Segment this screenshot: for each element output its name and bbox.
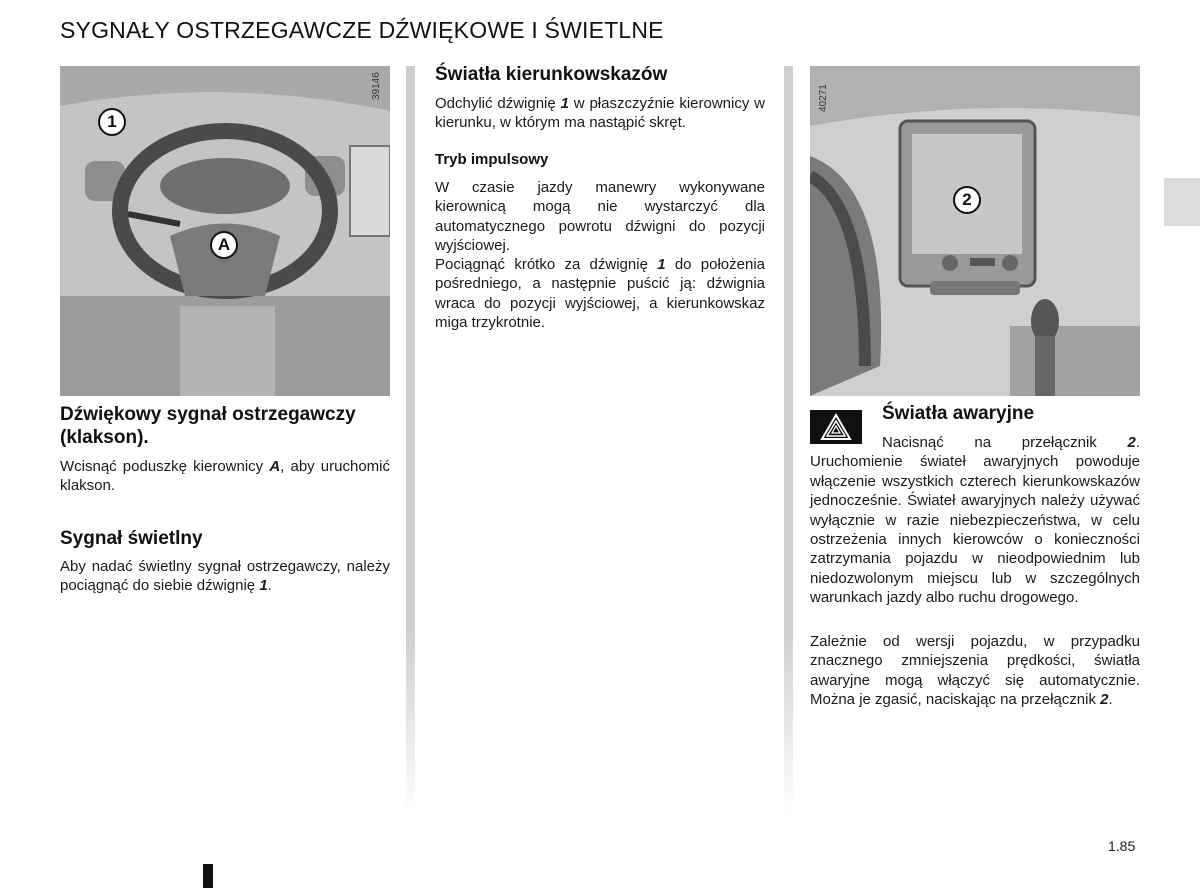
chapter-tab [1164, 178, 1200, 226]
hazard-heading: Światła awaryjne [882, 403, 1035, 424]
hazard-switch-illustration [810, 66, 1140, 396]
auto-hazard-text: Zależnie od wersji pojazdu, w przypadku znacznego zmniejszenia prędkości, światła awaryjne mogą włączyć się automatycznie. Można je zgasić, naciskając na przełącznik 2. [810, 633, 1140, 709]
ref-2: 2 [1100, 691, 1109, 709]
page-number: 1.85 [1108, 838, 1136, 854]
ref-2: 2 [1127, 434, 1136, 451]
indicators-text: Odchylić dźwignię 1 w płaszczyźnie kierownicy w kierunku, w którym ma nastąpić skręt. [435, 95, 766, 132]
column-divider-left [406, 66, 415, 816]
pulse-heading: Tryb impulsowy [435, 151, 549, 168]
dashboard-console-drawing [810, 66, 1140, 396]
figure-code: 40271 [818, 84, 829, 112]
ref-1: 1 [560, 95, 569, 112]
pulse-text-1: W czasie jazdy manewry wykonywane kierownicą mogą nie wystarczyć dla automatycznego powrotu dźwigni do pozycji wyjściowej. [435, 179, 765, 255]
flash-heading: Sygnał świetlny [60, 528, 203, 549]
callout-a: A [210, 231, 238, 259]
crop-mark [203, 864, 213, 888]
indicators-heading: Światła kierunkowskazów [435, 64, 668, 85]
horn-text: Wcisnąć poduszkę kierownicy A, aby uruchomić klakson. [60, 458, 390, 495]
horn-heading: Dźwiękowy sygnał ostrzegawczy (klakson). [60, 404, 356, 448]
ref-1: 1 [657, 256, 666, 273]
callout-2: 2 [953, 186, 981, 214]
steering-wheel-illustration [60, 66, 390, 396]
figure-code: 39146 [371, 72, 382, 100]
flash-text: Aby nadać świetlny sygnał ostrzegawczy, należy pociągnąć do siebie dźwignię 1. [60, 558, 390, 595]
pulse-text-2: Pociągnąć krótko za dźwignię 1 do położenia pośredniego, a następnie puścić ją: dźwignia wraca do pozycji wyjściowej, a kierunkowskaz miga trzykrotnie. [435, 256, 765, 332]
column-divider-right [784, 66, 793, 816]
ref-a: A [269, 458, 281, 475]
page-title: SYGNAŁY OSTRZEGAWCZE DŹWIĘKOWE I ŚWIETLNE [60, 17, 664, 43]
hazard-text: Nacisnąć na przełącznik 2. Uruchomienie świateł awaryjnych powoduje włączenie wszystkich czterech kierunkowskazów jednocześnie. Świateł awaryjnych należy używać wyłącznie w razie niebezpieczeństwa, w celu ostrzeżenia innych kierowców o konieczności zatrzymania pojazdu w nieodpowiednim lub niedozwolonym miejscu lub w szczególnych warunkach jazdy albo ruchu drogowego. [810, 434, 1140, 607]
ref-1: 1 [259, 577, 268, 595]
callout-1: 1 [98, 108, 126, 136]
